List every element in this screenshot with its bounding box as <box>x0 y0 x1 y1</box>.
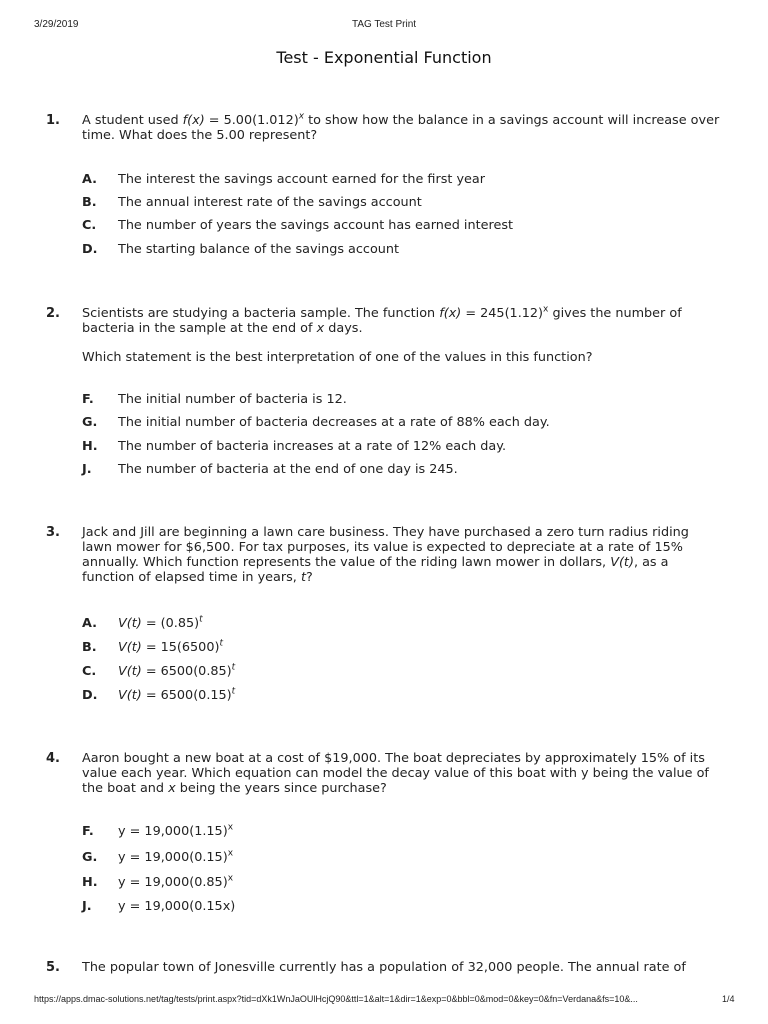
option-h: H. $y = 19,000(0.85)^x$ <box>82 873 234 890</box>
option-a: A. $V(t) = (0.85)^t$ <box>82 614 203 631</box>
option-c: C. The number of years the savings account has earned interest <box>82 218 513 233</box>
option-f: F. The initial number of bacteria is 12. <box>82 392 347 407</box>
question-number: 4. <box>46 751 60 766</box>
option-b: B. The annual interest rate of the savings account <box>82 195 422 210</box>
option-f: F. $y = 19,000(1.15)^x$ <box>82 822 234 839</box>
option-j: J. y = 19,000(0.15x) <box>82 899 236 914</box>
question-number: 5. <box>46 960 60 975</box>
question-text-2: Which statement is the best interpretation of one of the values in this function? <box>82 350 593 365</box>
option-c: C. $V(t) = 6500(0.85)^t$ <box>82 662 236 679</box>
question-text: A student used $f(x) = 5.00(1.012)^x$ to show how the balance in a savings account will increase over time. What does the 5.00 represent? <box>82 111 720 143</box>
option-b: B. $V(t) = 15(6500)^t$ <box>82 638 223 655</box>
option-h: H. The number of bacteria increases at a rate of 12% each day. <box>82 439 507 454</box>
question-text: Aaron bought a new boat at a cost of $19,000. The boat depreciates by approximately 15% of its value each year. Which equation can model the decay value of this boat with y being the value of the boat and x being the years since purchase? <box>82 751 709 796</box>
print-url: https://apps.dmac-solutions.net/tag/tests/print.aspx?tid=dXk1WnJaOUlHcjQ90&ttl=1&alt=1&dir=1&exp=0&bbl=0&mod=0&key=0&fn=Verdana&fs=10&... <box>34 994 638 1004</box>
question-text: The popular town of Jonesville currently has a population of 32,000 people. The annual rate of <box>82 960 686 975</box>
option-g: G. The initial number of bacteria decreases at a rate of 88% each day. <box>82 415 550 430</box>
question-number: 2. <box>46 306 60 321</box>
question-number: 3. <box>46 525 60 540</box>
print-header-title: TAG Test Print <box>351 19 417 30</box>
page-number: 1/4 <box>722 994 735 1004</box>
question-text: Scientists are studying a bacteria sample. The function $f(x) = 245(1.12)^x$ gives the number of bacteria in the sample at the end of x days. <box>82 304 682 336</box>
option-d: D. $V(t) = 6500(0.15)^t$ <box>82 686 236 703</box>
print-date: 3/29/2019 <box>34 19 79 30</box>
question-number: 1. <box>46 113 60 128</box>
option-a: A. The interest the savings account earned for the first year <box>82 172 486 187</box>
page-title: Test - Exponential Function <box>276 48 492 67</box>
option-j: J. The number of bacteria at the end of one day is 245. <box>82 462 458 477</box>
option-g: G. $y = 19,000(0.15)^x$ <box>82 848 234 865</box>
option-d: D. The starting balance of the savings account <box>82 242 400 257</box>
question-text: Jack and Jill are beginning a lawn care business. They have purchased a zero turn radius riding lawn mower for $6,500. For tax purposes, its value is expected to depreciate at a rate of 15% annually. Which function represents the value of the riding lawn mower in dollars, V(t), as a function of elapsed time in years, t? <box>82 525 689 585</box>
